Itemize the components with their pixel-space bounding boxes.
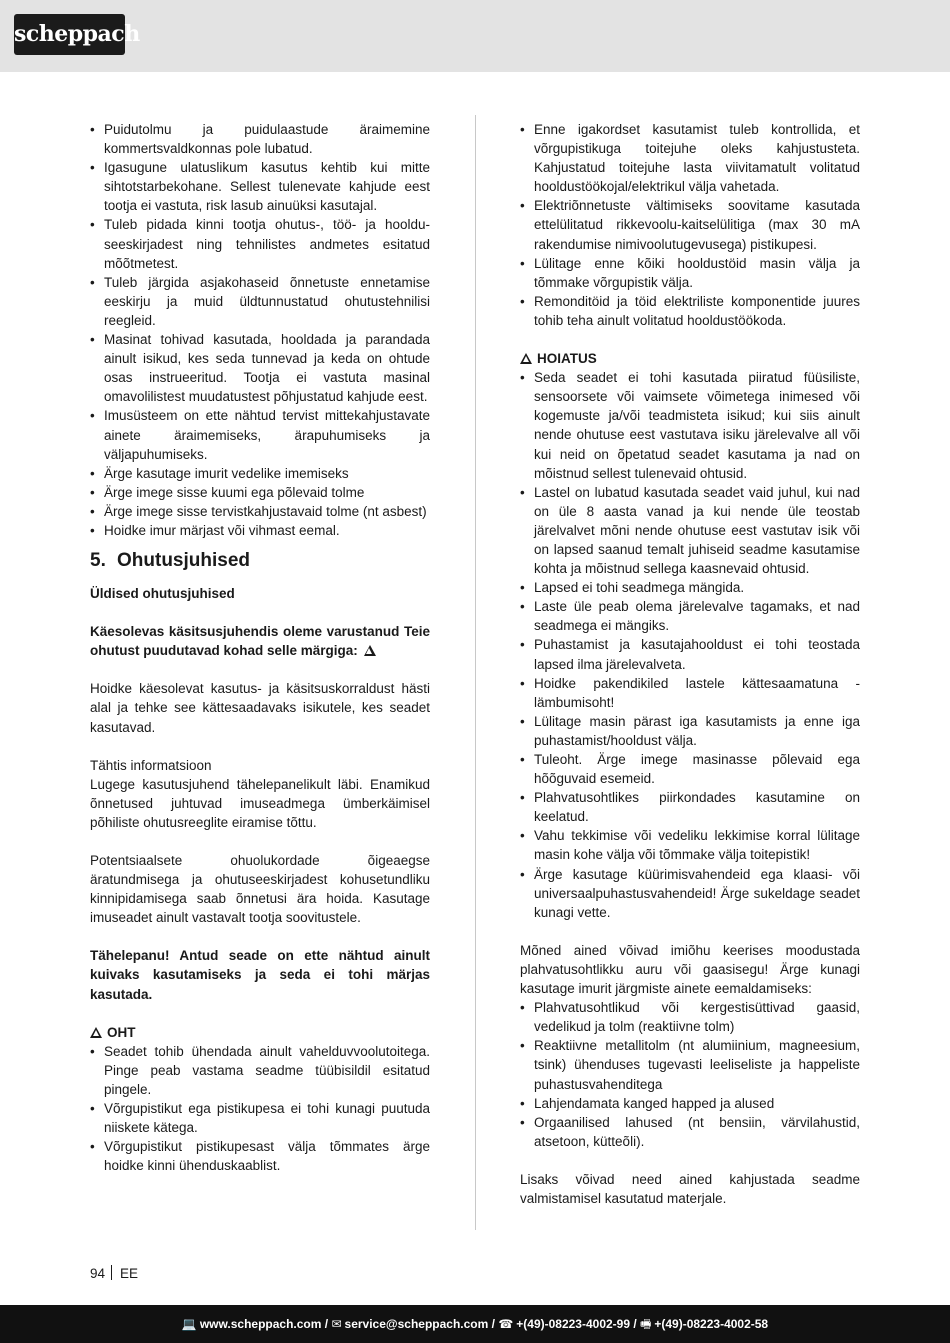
page-number-block (90, 1265, 138, 1283)
list-item: • Seadet tohib ühendada ainult vahelduvvoolutoitega. Pinge peab vastama seadme tüübisildil esitatud pingele. (90, 1042, 430, 1099)
list-item: • Tuleb järgida asjakohaseid õnnetuste ennetamise eeskirju ja muid üldtunnustatud ohutustehnilisi reegleid. (90, 273, 430, 330)
list-item: • Imusüsteem on ette nähtud tervist mittekahjustavate ainete äraimemiseks, ärapuhumiseks ja väljapuhumiseks. (90, 406, 430, 463)
language-code: EE (120, 1266, 139, 1281)
list-item: • Ärge kasutage imurit vedelike imemiseks (90, 464, 430, 483)
hazard-recognition-paragraph: Potentsiaalsete ohuolukordade õigeaegse äratundmisega ja ohutuseeskirjadest kohusetundliku kinnipidamisega saab õnnetusi ära hoida. Kasutage imuseadet ainult vastavalt tootja soovitustele. (90, 853, 430, 926)
list-item: • Plahvatusohtlikud või kergestisüttivad gaasid, vedelikud ja tolm (reaktiivne tolm) (520, 998, 860, 1036)
material-damage-paragraph: Lisaks võivad need ained kahjustada seadme valmistamisel kasutatud materjale. (520, 1171, 860, 1206)
list-item: • Plahvatusohtlikes piirkondades kasutamine on keelatud. (520, 788, 860, 826)
list-item: • Puidutolmu ja puidulaastude äraimemine kommertsvaldkonnas pole lubatud. (90, 120, 430, 158)
section-heading (90, 548, 430, 574)
warning-triangle-icon (520, 353, 532, 364)
page-footer (0, 1305, 950, 1343)
list-item: • Hoidke pakendikiled lastele kättesaamatuna - lämbumisoht! (520, 674, 860, 712)
important-info-text: Lugege kasutusjuhend tähelepanelikult läbi. Enamikud õnnetused juhtuvad imuseadmega ümberkäimisel põhiliste ohutusreeglite eiramise tõttu. (90, 776, 430, 830)
list-item: • Lapsed ei tohi seadmega mängida. (520, 578, 860, 597)
warning-list (520, 368, 860, 922)
footer-website[interactable]: www.scheppach.com (199, 1317, 322, 1331)
right-column (520, 120, 860, 1208)
list-item: • Enne igakordset kasutamist tuleb kontrollida, et võrgupistikuga toitejuhe oleks kahjustusteta. Kahjustatud toitejuhe lasta viivitamatult volitatud hooldustöökojal/elektrikul välja vahetada. (520, 120, 860, 196)
list-item: • Vahu tekkimise või vedeliku lekkimise korral lülitage masin kohe välja või tõmmake välja toitepistik! (520, 826, 860, 864)
danger-list (90, 1042, 430, 1176)
list-item: • Võrgupistikut ega pistikupesa ei tohi kunagi puutuda niiskete kätega. (90, 1099, 430, 1137)
list-item: • Lahjendamata kanged happed ja alused (520, 1094, 860, 1113)
list-item: • Igasugune ulatuslikum kasutus kehtib kui mitte sihtotstarbekohane. Sellest tulenevate kahjude eest tootja ei vastuta, risk lasub ainuüksi kasutajal. (90, 158, 430, 215)
brand-logo: scheppach (14, 14, 125, 55)
list-item: • Hoidke imur märjast või vihmast eemal. (90, 521, 430, 540)
list-item: • Ärge imege sisse tervistkahjustavaid tolme (nt asbest) (90, 502, 430, 521)
footer-email[interactable]: service@scheppach.com (344, 1317, 489, 1331)
warning-title: HOIATUS (537, 351, 597, 367)
list-item: • Seda seadet ei tohi kasutada piiratud füüsiliste, sensoorsete või vaimsete võimetega inimesed või kogemuste ja/või teadmisteta isikud; kui siis ainult nende ohutuse eest vastutava isiku järelevalve all või kui neid on õpetatud seadet kasutama ja nad on mõistnud sellest tulenevaid ohtusid. (520, 368, 860, 483)
page-number: 94 (90, 1266, 106, 1281)
left-column (90, 120, 430, 1175)
list-item: • Võrgupistikut pistikupesast välja tõmmates ärge hoidke kinni ühenduskaablist. (90, 1137, 430, 1175)
footer-separator: / (321, 1317, 332, 1331)
section-title: Ohutusjuhised (117, 550, 250, 572)
subheading: Üldised ohutusjuhised (90, 586, 235, 602)
computer-icon: 💻 (181, 1317, 197, 1331)
footer-separator: / (630, 1317, 641, 1331)
electrical-safety-list (520, 120, 860, 330)
warning-triangle-icon (364, 645, 376, 656)
warning-triangle-icon (90, 1027, 102, 1038)
list-item: • Orgaanilised lahused (nt bensiin, värvilahustid, atsetoon, kütteõli). (520, 1113, 860, 1151)
list-item: • Ärge imege sisse kuumi ega põlevaid tolme (90, 483, 430, 502)
list-item: • Masinat tohivad kasutada, hooldada ja parandada ainult isikud, kes seda tunnevad ja keda on ohtude osas instrueeritud. Tootja ei vastuta masinal omavolilistest muudatustest põhjustatud kahjude eest. (90, 330, 430, 406)
footer-phone: +(49)-08223-4002-99 (516, 1317, 631, 1331)
list-item: • Remonditöid ja töid elektriliste komponentide juures tohib teha ainult volitatud hooldustöökoda. (520, 292, 860, 330)
danger-heading (90, 1023, 430, 1042)
marking-note-text: Käesolevas käsitsusjuhendis oleme varustanud Teie ohutust puudutavad kohad selle märgiga: (90, 624, 430, 659)
list-item: • Laste üle peab olema järelevalve tagamaks, et nad seadmega ei mängiks. (520, 597, 860, 635)
warning-heading (520, 349, 860, 368)
marking-note (90, 622, 430, 660)
column-divider (475, 115, 476, 1230)
list-item: • Tuleoht. Ärge imege masinasse põlevaid ega hõõguvaid esemeid. (520, 750, 860, 788)
list-item: • Lülitage masin pärast iga kasutamists ja enne iga puhastamist/hooldust välja. (520, 712, 860, 750)
danger-title: OHT (107, 1024, 136, 1040)
important-info-title: Tähtis informatsioon (90, 757, 212, 773)
substances-paragraph: Mõned ained võivad imiõhu keerises moodustada plahvatusohtlikku auru või gaasisegu! Ärge kunagi kasutage imurit järgmiste ainete eemaldamiseks: (520, 942, 860, 997)
usage-restrictions-list (90, 120, 430, 540)
footer-separator: / (488, 1317, 499, 1331)
list-item: • Reaktiivne metallitolm (nt alumiinium, magneesium, tsink) ühenduses tugevasti leeliseliste ja happeliste puhastusvahenditega (520, 1036, 860, 1093)
list-item: • Tuleb pidada kinni tootja ohutus-, töö- ja hoolduseeskirjadest ning tehnilistes andmetes esitatud mõõtmetest. (90, 215, 430, 272)
list-item: • Elektriõnnetuste vältimiseks soovitame kasutada ettelülitatud rikkevoolu-kaitselülitiga (max 30 mA rakendumise nimivoolutugevusega) pistikupesi. (520, 196, 860, 253)
fax-icon: 🖷 (640, 1317, 652, 1331)
mail-icon: ✉ (331, 1317, 342, 1331)
phone-icon: ☎ (498, 1317, 514, 1331)
page-number-divider (111, 1265, 112, 1280)
page-header (0, 0, 950, 72)
list-item: • Puhastamist ja kasutajahooldust ei tohi teostada lapsed ilma järelevalveta. (520, 635, 860, 673)
keep-instructions-paragraph: Hoidke käesolevat kasutus- ja käsitsuskorraldust hästi alal ja tehke see kättesaadavaks isikutele, kes seadet kasutavad. (90, 681, 430, 735)
section-number: 5. (90, 550, 106, 572)
substances-list (520, 998, 860, 1151)
list-item: • Lülitage enne kõiki hooldustöid masin välja ja tõmmake võrgupistik välja. (520, 254, 860, 292)
dry-use-attention: Tähelepanu! Antud seade on ette nähtud ainult kuivaks kasutamiseks ja seda ei tohi märjas kasutada. (90, 948, 430, 1002)
footer-fax: +(49)-08223-4002-58 (654, 1317, 769, 1331)
list-item: • Ärge kasutage küürimisvahendeid ega klaasi- või universaalpuhastusvahendeid! Ärge sukeldage seadet kunagi vette. (520, 865, 860, 922)
list-item: • Lastel on lubatud kasutada seadet vaid juhul, kui nad on üle 8 aasta vanad ja kui nende üle teostab järelvalvet mõni nende ohutuse eest vastutav isik või on lapsed saanud temalt juhiseid seadme kasutamise kohta ja mõistnud sellega kaasnevaid ohtusid. (520, 483, 860, 578)
